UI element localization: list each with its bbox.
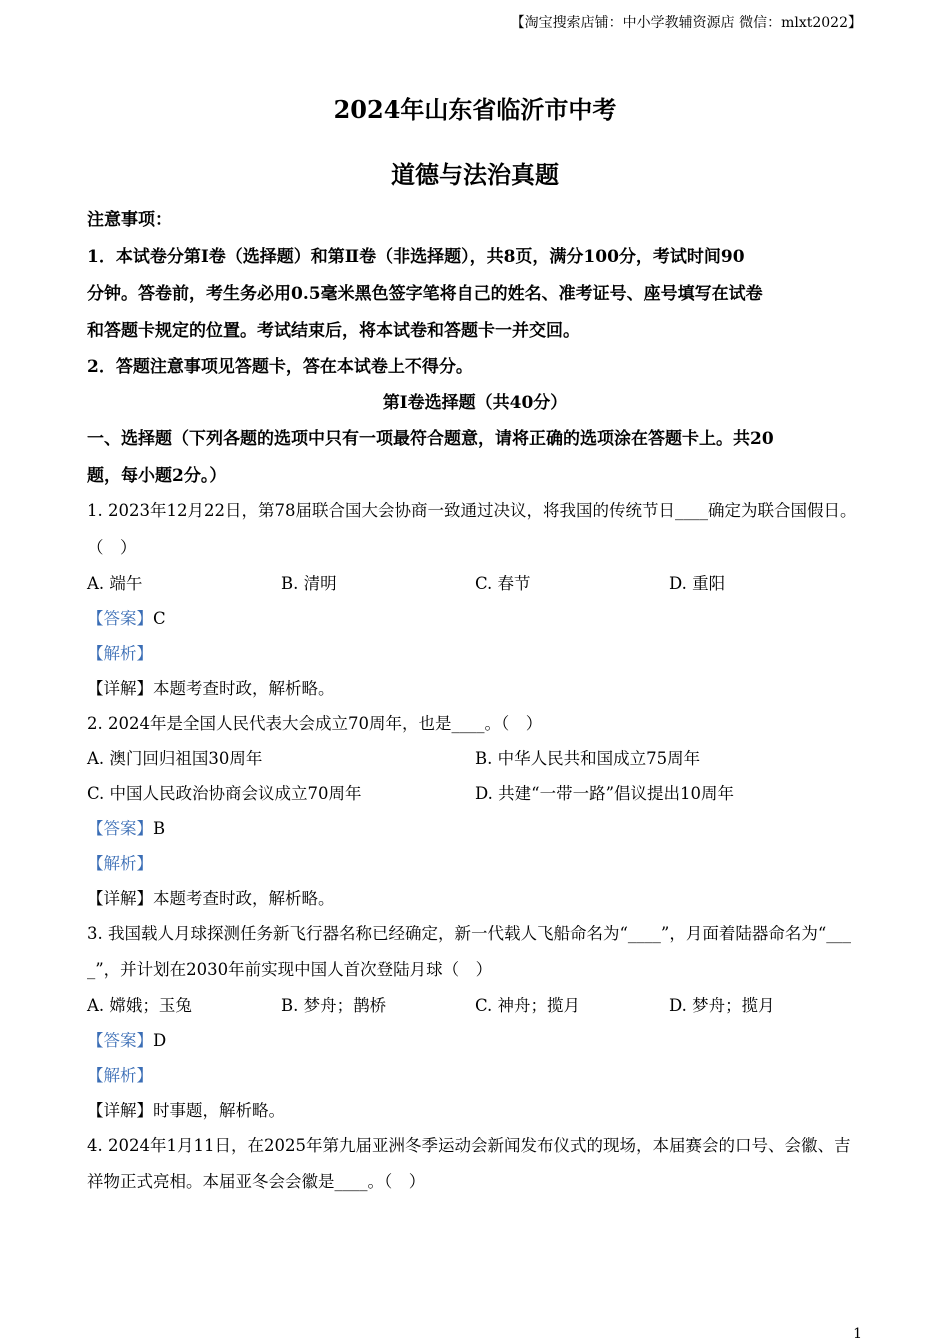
question-3-stem-cont: _”，并计划在2030年前实现中国人首次登陆月球（ ） [87,960,493,979]
question-4-stem-cont: 祥物正式亮相。本届亚冬会会徽是____。（ ） [87,1172,426,1191]
question-4-stem: 4. 2024年1月11日，在2025年第九届亚洲冬季运动会新闻发布仪式的现场，本届赛会的口号、会徽、吉 [87,1136,851,1155]
exam-subtitle: 道德与法治真题 [391,160,559,189]
notice-item-2: 2．答题注意事项见答题卡，答在本试卷上不得分。 [87,357,473,377]
question-2-analysis-label: 【解析】 [87,854,153,873]
question-2-stem: 2. 2024年是全国人民代表大会成立70周年，也是____。（ ） [87,714,543,733]
question-1-stem-cont: （ ） [87,538,137,557]
question-1-analysis-label: 【解析】 [87,644,153,663]
question-1-option-b: B. 清明 [281,574,337,593]
notice-item-1: 1．本试卷分第Ⅰ卷（选择题）和第Ⅱ卷（非选择题），共8页，满分100分，考试时间90 [87,247,745,267]
notice-item-1-cont: 和答题卡规定的位置。考试结束后，将本试卷和答题卡一并交回。 [87,321,580,341]
exam-title: 2024年山东省临沂市中考 [333,95,617,124]
answer-label: 【答案】 [87,819,153,838]
page-number: 1 [853,1326,862,1342]
detail-label: 【详解】 [87,679,153,698]
detail-text: 本题考查时政，解析略。 [153,889,335,908]
question-3-answer [87,1030,867,1052]
question-3-stem: 3. 我国载人月球探测任务新飞行器名称已经确定，新一代载人飞船命名为“____”，月面着陆器命名为“___ [87,924,852,943]
question-1-stem: 1. 2023年12月22日，第78届联合国大会协商一致通过决议，将我国的传统节日____确定为联合国假日。 [87,501,857,520]
question-1-option-d: D. 重阳 [669,574,726,593]
question-3-option-c: C. 神舟；揽月 [475,996,581,1015]
question-1-option-c: C. 春节 [475,574,531,593]
question-3-option-b: B. 梦舟；鹊桥 [281,996,387,1015]
page-header-source: 【淘宝搜索店铺：中小学教辅资源店 微信：mlxt2022】 [510,15,862,31]
question-1-answer [87,608,867,630]
question-1-option-a: A. 端午 [87,574,143,593]
question-2-option-a: A. 澳门回归祖国30周年 [87,749,263,768]
detail-text: 本题考查时政，解析略。 [153,679,335,698]
section-title: 第Ⅰ卷选择题（共40分） [382,393,568,413]
detail-label: 【详解】 [87,1101,153,1120]
notice-heading: 注意事项： [87,210,172,230]
question-2-option-d: D. 共建“一带一路”倡议提出10周年 [475,784,734,803]
question-3-option-d: D. 梦舟；揽月 [669,996,775,1015]
detail-text: 时事题，解析略。 [153,1101,285,1120]
answer-value: D [153,1031,167,1050]
section-instructions: 一、选择题（下列各题的选项中只有一项最符合题意，请将正确的选项涂在答题卡上。共20 [87,429,774,449]
question-2-detail [87,888,867,910]
notice-item-1-cont: 分钟。答卷前，考生务必用0.5毫米黑色签字笔将自己的姓名、准考证号、座号填写在试卷 [87,284,763,304]
answer-label: 【答案】 [87,609,153,628]
answer-label: 【答案】 [87,1031,153,1050]
answer-value: B [153,819,166,838]
question-3-analysis-label: 【解析】 [87,1066,153,1085]
question-1-detail [87,678,867,700]
question-2-option-b: B. 中华人民共和国成立75周年 [475,749,701,768]
detail-label: 【详解】 [87,889,153,908]
question-3-option-a: A. 嫦娥；玉兔 [87,996,192,1015]
section-instructions-cont: 题，每小题2分。） [87,466,227,486]
answer-value: C [153,609,166,628]
question-2-answer [87,818,867,840]
question-3-detail [87,1100,867,1122]
question-2-option-c: C. 中国人民政治协商会议成立70周年 [87,784,362,803]
